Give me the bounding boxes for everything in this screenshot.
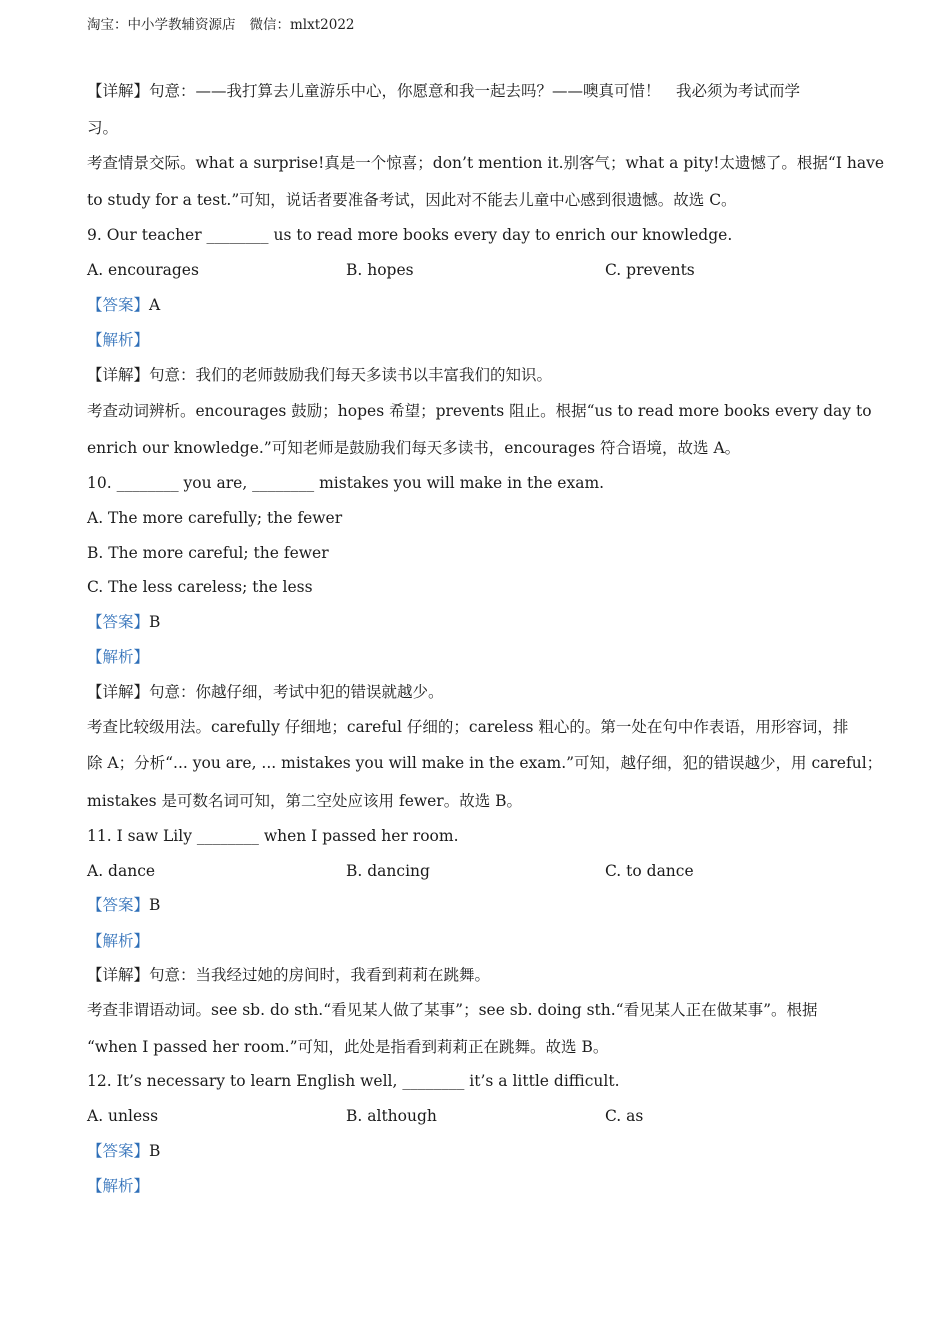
page-header <box>87 13 355 33</box>
prev-explanation-line1: 考查情景交际。what a surprise!真是一个惊喜；don’t mention it.别客气；what a pity!太遗憾了。根据“I have <box>87 154 885 172</box>
q11-option-c: C. to dance <box>605 862 694 880</box>
q9-option-c: C. prevents <box>605 261 695 279</box>
q10-detail: 【详解】句意：你越仔细，考试中犯的错误就越少。 <box>87 683 444 701</box>
answer-tag: 【答案】 <box>87 896 150 914</box>
prev-detail-line1: 【详解】句意：——我打算去儿童游乐中心，你愿意和我一起去吗？——噢真可惜！ 我必须为考试而学 <box>87 82 801 100</box>
q12-answer <box>87 1140 160 1162</box>
q9-explanation-line2: enrich our knowledge.”可知老师是鼓励我们每天多读书，encourages 符合语境，故选 A。 <box>87 439 741 457</box>
q12-option-a: A. unless <box>87 1107 159 1125</box>
q11-explanation-line1: 考查非谓语动词。see sb. do sth.“看见某人做了某事”；see sb. doing sth.“看见某人正在做某事”。根据 <box>87 1001 818 1019</box>
q9-option-b: B. hopes <box>346 261 414 279</box>
answer-tag: 【答案】 <box>87 296 150 314</box>
q10-explanation-line1: 考查比较级用法。carefully 仔细地；careful 仔细的；careless 粗心的。第一处在句中作表语，用形容词，排 <box>87 718 849 736</box>
q11-answer <box>87 894 160 916</box>
q11-option-a: A. dance <box>87 862 156 880</box>
q10-explanation-line2: 除 A；分析“... you are, ... mistakes you will make in the exam.”可知，越仔细，犯的错误越少，用 careful； <box>87 754 883 772</box>
q12-analysis-tag: 【解析】 <box>87 1177 150 1195</box>
answer-value: B <box>149 896 161 914</box>
q9-analysis-tag: 【解析】 <box>87 331 150 349</box>
answer-value: B <box>149 613 161 631</box>
prev-detail-line2: 习。 <box>87 119 119 137</box>
q10-option-c: C. The less careless; the less <box>87 578 313 596</box>
q9-option-a: A. encourages <box>87 261 199 279</box>
q11-detail: 【详解】句意：当我经过她的房间时，我看到莉莉在跳舞。 <box>87 966 491 984</box>
q10-option-b: B. The more careful; the fewer <box>87 544 329 562</box>
q10-answer <box>87 611 160 633</box>
answer-tag: 【答案】 <box>87 1142 150 1160</box>
answer-value: A <box>149 296 161 314</box>
q12-option-c: C. as <box>605 1107 644 1125</box>
q11-option-b: B. dancing <box>346 862 430 880</box>
q9-detail: 【详解】句意：我们的老师鼓励我们每天多读书以丰富我们的知识。 <box>87 366 553 384</box>
q10-explanation-line3: mistakes 是可数名词可知，第二空处应该用 fewer。故选 B。 <box>87 792 523 810</box>
q9-stem: 9. Our teacher ________ us to read more books every day to enrich our knowledge. <box>87 226 733 244</box>
answer-value: B <box>149 1142 161 1160</box>
shop-name: 淘宝：中小学教辅资源店 <box>87 17 236 33</box>
q9-answer <box>87 294 160 316</box>
wechat-id: 微信：mlxt2022 <box>249 17 355 33</box>
q10-analysis-tag: 【解析】 <box>87 648 150 666</box>
q11-analysis-tag: 【解析】 <box>87 932 150 950</box>
q10-option-a: A. The more carefully; the fewer <box>87 509 343 527</box>
prev-explanation-line2: to study for a test.”可知，说话者要准备考试，因此对不能去儿童中心感到很遗憾。故选 C。 <box>87 191 737 209</box>
q12-option-b: B. although <box>346 1107 437 1125</box>
q11-explanation-line2: “when I passed her room.”可知，此处是指看到莉莉正在跳舞。故选 B。 <box>87 1038 609 1056</box>
q12-stem: 12. It’s necessary to learn English well, ________ it’s a little difficult. <box>87 1072 620 1090</box>
q11-stem: 11. I saw Lily ________ when I passed her room. <box>87 827 459 845</box>
q10-stem: 10. ________ you are, ________ mistakes you will make in the exam. <box>87 474 605 492</box>
answer-tag: 【答案】 <box>87 613 150 631</box>
q9-explanation-line1: 考查动词辨析。encourages 鼓励；hopes 希望；prevents 阻止。根据“us to read more books every day to <box>87 402 872 420</box>
